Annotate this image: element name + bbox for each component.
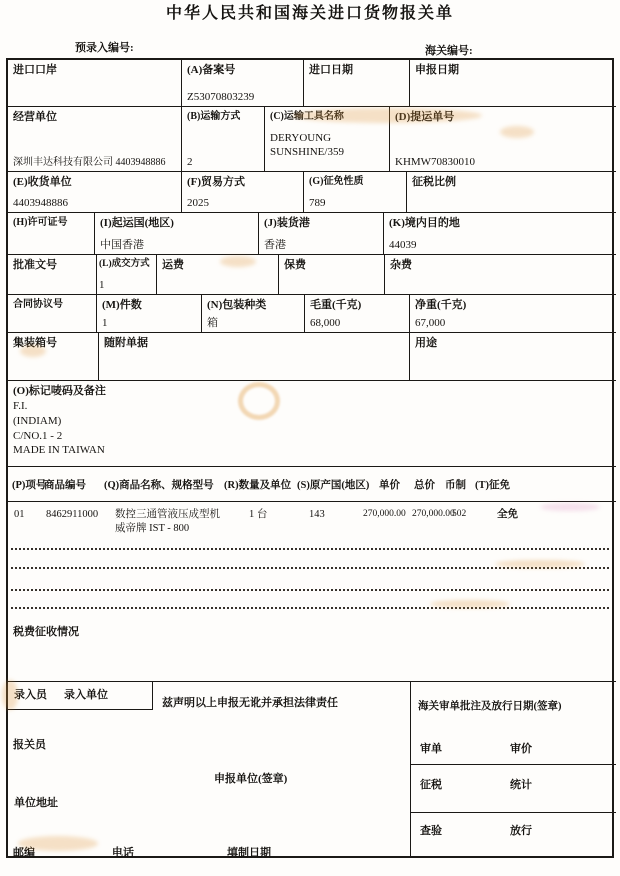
import-port-label: 进口口岸 bbox=[13, 64, 57, 76]
vessel-name-label: (C)运输工具名称 bbox=[270, 111, 344, 122]
transport-mode-label: (B)运输方式 bbox=[187, 111, 241, 122]
unit-address-label: 单位地址 bbox=[14, 797, 58, 809]
field-package-type bbox=[202, 295, 305, 333]
item-name-line2: 威帝牌 IST - 800 bbox=[115, 523, 190, 534]
field-transport-mode bbox=[182, 107, 265, 172]
gross-weight-label: 毛重(千克) bbox=[310, 299, 362, 311]
import-date-label: 进口日期 bbox=[309, 64, 353, 76]
trade-mode-value: 2025 bbox=[187, 196, 209, 209]
declare-unit-label: 申报单位(签章) bbox=[214, 773, 288, 785]
tax-ratio-label: 征税比例 bbox=[412, 176, 456, 188]
pre-entry-number-label: 预录入编号: bbox=[75, 42, 134, 54]
item-no: 01 bbox=[14, 509, 25, 520]
field-declare-date bbox=[410, 60, 616, 107]
item-qty-unit: 1 台 bbox=[249, 509, 268, 520]
container-no-label: 集装箱号 bbox=[13, 337, 57, 349]
package-type-value: 箱 bbox=[207, 316, 218, 329]
field-vessel-name bbox=[265, 107, 390, 172]
tax-collection-section bbox=[8, 622, 616, 682]
col-currency: 币制 bbox=[445, 480, 466, 491]
item-name-line1: 数控三通管液压成型机 bbox=[115, 509, 220, 520]
field-net-weight bbox=[410, 295, 616, 333]
field-destination bbox=[384, 213, 616, 255]
documents-label: 随附单据 bbox=[104, 337, 148, 349]
inspection-label: 查验 bbox=[420, 825, 442, 837]
declaration-statement: 兹声明以上申报无讹并承担法律责任 bbox=[162, 697, 338, 709]
trade-mode-label: (F)贸易方式 bbox=[187, 176, 246, 188]
field-tax-ratio bbox=[407, 172, 616, 213]
packages-value: 1 bbox=[102, 316, 108, 329]
entry-unit-label: 录入单位 bbox=[64, 689, 108, 701]
consignee-value: 4403948886 bbox=[13, 196, 68, 209]
field-insurance bbox=[279, 255, 385, 295]
entry-clerk-label: 录入员 bbox=[14, 689, 47, 701]
item-currency: 502 bbox=[452, 509, 467, 519]
field-origin-country bbox=[95, 213, 259, 255]
dotted-separator bbox=[11, 607, 609, 609]
statistics-label: 统计 bbox=[510, 779, 532, 791]
panel-line bbox=[410, 764, 616, 765]
declare-date-label: 申报日期 bbox=[415, 64, 459, 76]
page-title: 中华人民共和国海关进口货物报关单 bbox=[165, 5, 454, 22]
item-unit-price: 270,000.00 bbox=[363, 509, 406, 519]
bill-no-label: (D)提运单号 bbox=[395, 111, 455, 123]
col-item-no: (P)项号 bbox=[12, 480, 47, 491]
col-hs-code: 商品编号 bbox=[44, 480, 86, 491]
field-documents bbox=[99, 333, 410, 381]
operator-value: 深圳丰达科技有限公司 4403948886 bbox=[13, 157, 166, 168]
field-trade-mode bbox=[182, 172, 304, 213]
transaction-mode-value: 1 bbox=[99, 278, 105, 291]
item-hs-code: 8462911000 bbox=[46, 509, 99, 520]
customs-panel-title: 海关审单批注及放行日期(签章) bbox=[418, 701, 562, 712]
dotted-separator bbox=[11, 548, 609, 550]
packages-label: (M)件数 bbox=[102, 299, 142, 311]
levy-nature-value: 789 bbox=[309, 196, 326, 209]
field-container-no bbox=[8, 333, 99, 381]
review-price-label: 审价 bbox=[510, 743, 532, 755]
loading-port-value: 香港 bbox=[264, 238, 286, 251]
levy-tax-label: 征税 bbox=[420, 779, 442, 791]
field-gross-weight bbox=[305, 295, 410, 333]
loading-port-label: (J)装货港 bbox=[264, 217, 310, 229]
transport-mode-value: 2 bbox=[187, 155, 193, 168]
record-no-label: (A)备案号 bbox=[187, 64, 236, 76]
col-origin: (S)原产国(地区) bbox=[297, 480, 370, 491]
approval-no-label: 批准文号 bbox=[13, 259, 57, 271]
insurance-label: 保费 bbox=[284, 259, 306, 271]
transaction-mode-label: (L)成交方式 bbox=[99, 259, 150, 269]
bill-no-value: KHMW70830010 bbox=[395, 155, 476, 168]
field-transaction-mode bbox=[97, 255, 157, 295]
field-bill-no bbox=[390, 107, 616, 172]
record-no-value: Z53070803239 bbox=[187, 90, 255, 103]
misc-fees-label: 杂费 bbox=[390, 259, 412, 271]
phone-label: 电话 bbox=[112, 847, 134, 859]
item-origin: 143 bbox=[309, 509, 325, 520]
operator-label: 经营单位 bbox=[13, 111, 57, 123]
postcode-label: 邮编 bbox=[13, 847, 35, 859]
col-goods-name: (Q)商品名称、规格型号 bbox=[104, 480, 214, 491]
marks-line-2: (INDIAM) bbox=[13, 414, 62, 427]
review-doc-label: 审单 bbox=[420, 743, 442, 755]
panel-line bbox=[410, 812, 616, 813]
broker-label: 报关员 bbox=[13, 739, 46, 751]
footer-divider bbox=[410, 682, 411, 858]
goods-table-row bbox=[8, 502, 616, 548]
net-weight-value: 67,000 bbox=[415, 316, 446, 329]
fill-date-label: 填制日期 bbox=[227, 847, 271, 859]
item-total-price: 270,000.00 bbox=[412, 509, 455, 519]
marks-line-3: C/NO.1 - 2 bbox=[13, 429, 63, 442]
contract-no-label: 合同协议号 bbox=[13, 299, 63, 310]
field-loading-port bbox=[259, 213, 384, 255]
field-import-date bbox=[304, 60, 410, 107]
col-exemption: (T)征免 bbox=[475, 480, 510, 491]
customs-number-label: 海关编号: bbox=[425, 45, 473, 57]
field-license-no bbox=[8, 213, 95, 255]
dotted-separator bbox=[11, 567, 609, 569]
levy-nature-label: (G)征免性质 bbox=[309, 176, 364, 187]
field-misc-fees bbox=[385, 255, 616, 295]
marks-line-1: F.I. bbox=[13, 399, 28, 412]
usage-label: 用途 bbox=[415, 337, 437, 349]
license-no-label: (H)许可证号 bbox=[13, 217, 68, 228]
field-marks-remarks bbox=[8, 381, 616, 467]
col-unit-price: 单价 bbox=[379, 480, 400, 491]
vessel-name-line2: SUNSHINE/359 bbox=[270, 146, 344, 159]
item-exemption: 全免 bbox=[497, 509, 518, 520]
form-grid bbox=[6, 58, 614, 858]
field-approval-no bbox=[8, 255, 97, 295]
field-freight bbox=[157, 255, 279, 295]
gross-weight-value: 68,000 bbox=[310, 316, 341, 329]
marks-label: (O)标记唛码及备注 bbox=[13, 385, 106, 397]
field-operator bbox=[8, 107, 182, 172]
consignee-label: (E)收货单位 bbox=[13, 176, 72, 188]
field-contract-no bbox=[8, 295, 97, 333]
origin-country-value: 中国香港 bbox=[100, 238, 144, 251]
col-total-price: 总价 bbox=[414, 480, 435, 491]
vessel-name-line1: DERYOUNG bbox=[270, 132, 332, 144]
field-usage bbox=[410, 333, 616, 381]
field-packages bbox=[97, 295, 202, 333]
goods-table-header bbox=[8, 467, 616, 502]
net-weight-label: 净重(千克) bbox=[415, 299, 467, 311]
entry-clerk-box bbox=[8, 682, 153, 710]
marks-line-4: MADE IN TAIWAN bbox=[13, 444, 105, 457]
package-type-label: (N)包装种类 bbox=[207, 299, 267, 311]
field-consignee bbox=[8, 172, 182, 213]
tax-collection-label: 税费征收情况 bbox=[13, 626, 79, 638]
release-label: 放行 bbox=[510, 825, 532, 837]
freight-label: 运费 bbox=[162, 259, 184, 271]
field-import-port bbox=[8, 60, 182, 107]
field-record-no bbox=[182, 60, 304, 107]
dotted-separator bbox=[11, 589, 609, 591]
destination-label: (K)境内目的地 bbox=[389, 217, 460, 229]
field-levy-nature bbox=[304, 172, 407, 213]
destination-value: 44039 bbox=[389, 238, 417, 251]
col-qty-unit: (R)数量及单位 bbox=[224, 480, 292, 491]
origin-country-label: (I)起运国(地区) bbox=[100, 217, 174, 229]
